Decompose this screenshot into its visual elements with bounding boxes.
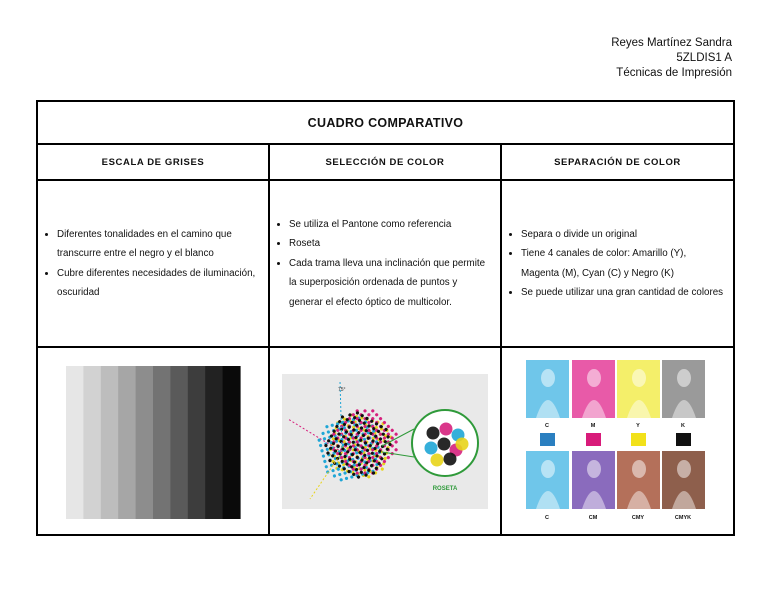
color-separation-image [502,349,731,533]
column-heading-color-separation: SEPARACIÓN DE COLOR [501,144,734,180]
figure-head [541,460,555,478]
gray-swatch [205,366,223,519]
channel-label: Y [636,423,640,429]
gray-swatch [223,366,241,519]
bullet-list [270,215,500,313]
composite-label: CM [588,515,598,521]
gray-swatch [83,366,101,519]
subject-name: Técnicas de Impresión [616,67,732,79]
list-item: • Separa o divide un original [521,225,725,245]
figure-head [587,460,601,478]
angle-label: 75° [338,387,346,393]
bullet-list [502,225,733,303]
channel-swatch [631,433,646,446]
list-item: • Roseta [289,234,492,254]
composite-label: CMY [631,515,645,521]
channel-swatch [676,433,691,446]
comparison-table [36,100,735,536]
rosette-dot [444,453,457,466]
bullet-list [38,225,268,303]
gray-swatch [136,366,154,519]
figure-head [677,460,691,478]
gray-swatch [101,366,119,519]
rosette-dot [456,438,469,451]
figure-head [541,369,555,387]
rosette-dot [438,438,451,451]
color-separation-description [501,180,734,347]
gray-swatch [188,366,206,519]
channel-label: C [545,423,549,429]
roseta-image-cell [269,347,501,535]
list-item: • Tiene 4 canales de color: Amarillo (Y), Magenta (M), Cyan (C) y Negro (K) [521,244,725,283]
author-name: Reyes Martínez Sandra [611,37,732,49]
separation-image-cell [501,347,734,535]
table-title: CUADRO COMPARATIVO [37,101,734,144]
figure-head [632,369,646,387]
roseta-diagram-image [270,349,498,533]
column-heading-color-selection: SELECCIÓN DE COLOR [269,144,501,180]
list-item: • Se puede utilizar una gran cantidad de colores [521,283,725,303]
channel-swatch [540,433,555,446]
rosette-dot [440,423,453,436]
list-item: • Diferentes tonalidades en el camino que transcurre entre el negro y el blanco [57,225,260,264]
gray-swatch [66,366,84,519]
rosette-dot [431,454,444,467]
gray-swatch [170,366,188,519]
author-block [611,36,732,81]
color-selection-description [269,180,501,347]
channel-swatch [586,433,601,446]
roseta-label: ROSETA [432,486,458,492]
gray-swatch [118,366,136,519]
gray-swatch [153,366,171,519]
list-item: • Cubre diferentes necesidades de iluminación, oscuridad [57,264,260,303]
grayscale-scale-image [38,349,266,533]
grayscale-description [37,180,269,347]
list-item: • Se utiliza el Pantone como referencia [289,215,492,235]
figure-head [587,369,601,387]
group-code: 5ZLDIS1 A [676,52,732,64]
column-heading-grayscale: ESCALA DE GRISES [37,144,269,180]
rosette-dot [427,427,440,440]
channel-label: K [681,423,685,429]
composite-label: CMYK [674,515,692,521]
list-item: • Cada trama lleva una inclinación que permite la superposición ordenada de puntos y generar el efecto óptico de multicolor. [289,254,492,313]
grayscale-image-cell [37,347,269,535]
figure-head [677,369,691,387]
rosette-dot [425,442,438,455]
figure-head [632,460,646,478]
channel-label: M [590,423,596,429]
composite-label: C [545,515,549,521]
